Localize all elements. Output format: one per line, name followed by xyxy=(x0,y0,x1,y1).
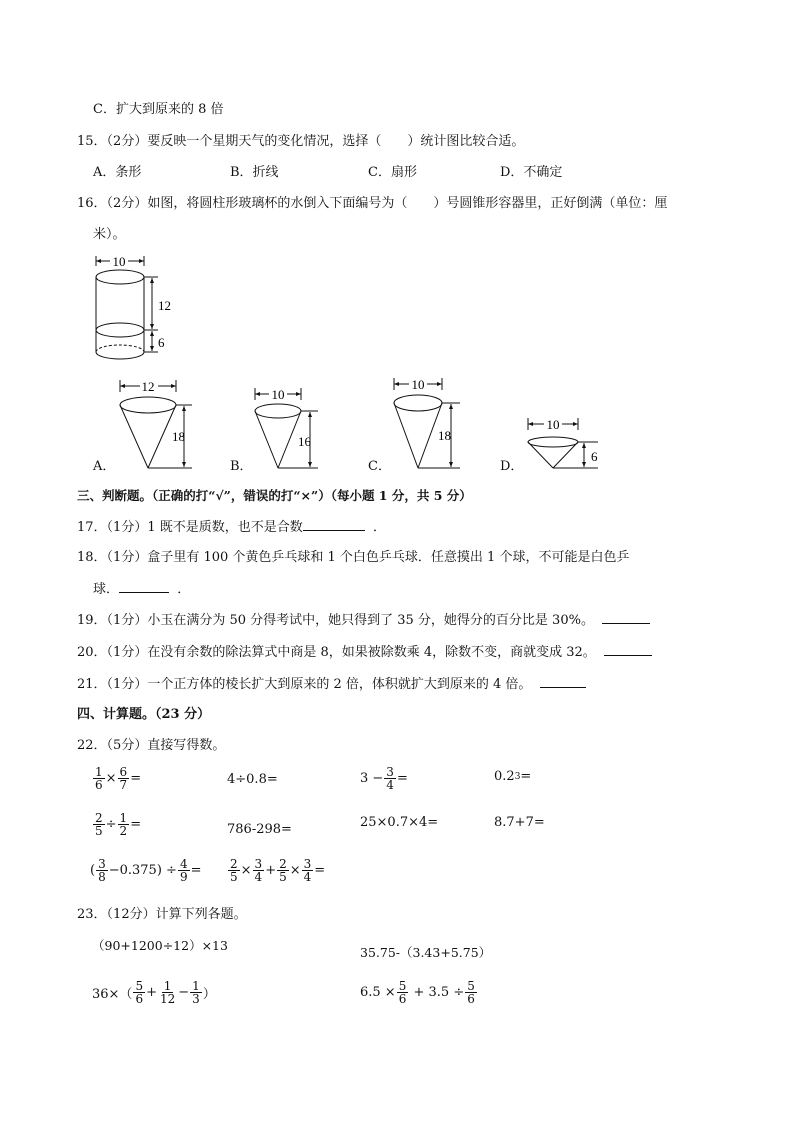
cone-d-figure xyxy=(522,416,606,473)
q22-stem: 22．（5分）直接写得数。 xyxy=(77,738,226,753)
q19-answer-blank[interactable] xyxy=(602,611,650,624)
cone-b-figure xyxy=(250,386,326,473)
q22-item-6: 786-298= xyxy=(227,822,292,837)
section3-title: 三、判断题。（正确的打“√”，错误的打“×”）（每小题 1 分，共 5 分） xyxy=(77,488,472,503)
q21-answer-blank[interactable] xyxy=(540,675,586,688)
cone-a-diameter-label: 12 xyxy=(141,379,155,394)
cone-b-diameter-label: 10 xyxy=(271,387,285,402)
q22-item-3: 3 − $\frac{3}{4}$ = xyxy=(360,765,408,792)
q22-item-2: 4÷0.8= xyxy=(227,772,278,787)
q20-text: 20．（1分）在没有余数的除法算式中商是 8，如果被除数乘 4，除数不变，商就变成 32。 xyxy=(77,645,596,660)
fraction: $\frac{2}{5}$ xyxy=(279,857,287,884)
q21-text: 21．（1分）一个正方体的棱长扩大到原来的 2 倍，体积就扩大到原来的 4 倍。 xyxy=(77,677,532,692)
q17-answer-blank[interactable] xyxy=(303,518,365,531)
cone-b-label: B． xyxy=(230,459,253,474)
q22-item-9: ( $\frac{3}{8}$ −0.375 ) ÷ $\frac{4}{9}$ = xyxy=(90,857,202,884)
q15-option-a: A．条形 xyxy=(93,165,142,180)
q23-expr-4: 6.5 × $\frac{5}{6}$ + 3.5 ÷ $\frac{5}{6}$ xyxy=(360,979,475,1006)
q18-end: ． xyxy=(177,582,191,597)
fraction: $\frac{3}{8}$ xyxy=(98,857,106,884)
fraction: $\frac{3}{4}$ xyxy=(303,857,312,884)
cylinder-figure xyxy=(88,252,178,370)
q22-item-7: 25×0.7×4= xyxy=(360,815,439,830)
q16-stem-line2: 米）。 xyxy=(93,227,126,242)
cylinder-height-water-label: 6 xyxy=(158,335,165,350)
q15-option-d: D．不确定 xyxy=(500,165,563,180)
q19-row xyxy=(77,611,650,630)
q18-line2: 球． xyxy=(93,582,120,597)
q23-expr-1: （90+1200÷12）×13 xyxy=(92,938,228,953)
cone-d-diameter-label: 10 xyxy=(546,417,560,432)
q21-row xyxy=(77,675,586,694)
section4-title: 四、计算题。（23 分） xyxy=(77,707,211,722)
q20-row xyxy=(77,643,652,662)
q15-option-b: B．折线 xyxy=(230,165,279,180)
cone-a-label: A． xyxy=(93,459,116,474)
q22-item-8: 8.7+7= xyxy=(494,815,545,830)
fraction: $\frac{3}{4}$ xyxy=(254,857,263,884)
q17-row xyxy=(77,518,386,537)
q18-line1: 18．（1分）盒子里有 100 个黄色乒乓球和 1 个白色乒乓球．任意摸出 1 个球，不可能是白色乒 xyxy=(77,550,630,565)
fraction: $\frac{5}{6}$ xyxy=(135,979,144,1006)
fraction: $\frac{1}{12}$ xyxy=(159,979,176,1006)
fraction: $\frac{3}{4}$ xyxy=(386,765,394,792)
q15-option-c: C．扇形 xyxy=(368,165,417,180)
q22-item-4: 0.2 3 = xyxy=(494,769,532,784)
cone-a-height-label: 18 xyxy=(172,429,185,444)
q14-option-c: C．扩大到原来的 8 倍 xyxy=(93,102,224,117)
cone-d-height-label: 6 xyxy=(591,449,598,464)
fraction: $\frac{1}{3}$ xyxy=(192,979,200,1006)
cylinder-diameter-label: 10 xyxy=(112,254,126,269)
fraction: $\frac{6}{7}$ xyxy=(119,765,128,792)
cone-d-label: D． xyxy=(500,459,524,474)
q17-text: 17．（1分）1 既不是质数，也不是合数 xyxy=(77,520,303,535)
cone-c-figure xyxy=(388,376,468,473)
cylinder-height-upper-label: 12 xyxy=(158,298,171,313)
q17-end: ． xyxy=(372,520,386,535)
cone-c-label: C． xyxy=(368,459,391,474)
fraction: $\frac{2}{5}$ xyxy=(230,857,238,884)
fraction: $\frac{2}{5}$ xyxy=(95,811,103,838)
fraction: $\frac{5}{6}$ xyxy=(467,979,475,1006)
q18-answer-blank[interactable] xyxy=(119,580,169,593)
q15-stem: 15．（2分）要反映一个星期天气的变化情况，选择（ ）统计图比较合适。 xyxy=(77,134,525,149)
q19-text: 19．（1分）小玉在满分为 50 分得考试中，她只得到了 35 分，她得分的百分比是 30%。 xyxy=(77,613,594,628)
cone-a-figure xyxy=(112,378,198,473)
cone-c-diameter-label: 10 xyxy=(411,377,425,392)
q23-expr-3: 36×（ $\frac{5}{6}$ + $\frac{1}{12}$ − $\frac{1}{3}$ ） xyxy=(92,979,216,1006)
q22-item-10: $\frac{2}{5}$ × $\frac{3}{4}$ + $\frac{2}{5}$ × $\frac{3}{4}$ = xyxy=(230,857,326,884)
q22-item-5: $\frac{2}{5}$ ÷ $\frac{1}{2}$ = xyxy=(95,811,142,838)
fraction: $\frac{1}{2}$ xyxy=(119,811,128,838)
fraction: $\frac{4}{9}$ xyxy=(179,857,188,884)
cone-b-height-label: 16 xyxy=(298,434,311,449)
fraction: $\frac{1}{6}$ xyxy=(95,765,103,792)
q23-stem: 23．（12分）计算下列各题。 xyxy=(77,907,247,922)
q23-expr-2: 35.75-（3.43+5.75） xyxy=(360,945,492,960)
q18-line2-row xyxy=(93,580,190,599)
q16-stem-line1: 16．（2分）如图，将圆柱形玻璃杯的水倒入下面编号为（ ）号圆锥形容器里，正好倒满（单位：厘 xyxy=(77,196,668,211)
cone-c-height-label: 18 xyxy=(438,428,451,443)
fraction: $\frac{5}{6}$ xyxy=(398,979,407,1006)
q20-answer-blank[interactable] xyxy=(604,643,652,656)
q22-item-1: $\frac{1}{6}$ × $\frac{6}{7}$ = xyxy=(95,765,142,792)
